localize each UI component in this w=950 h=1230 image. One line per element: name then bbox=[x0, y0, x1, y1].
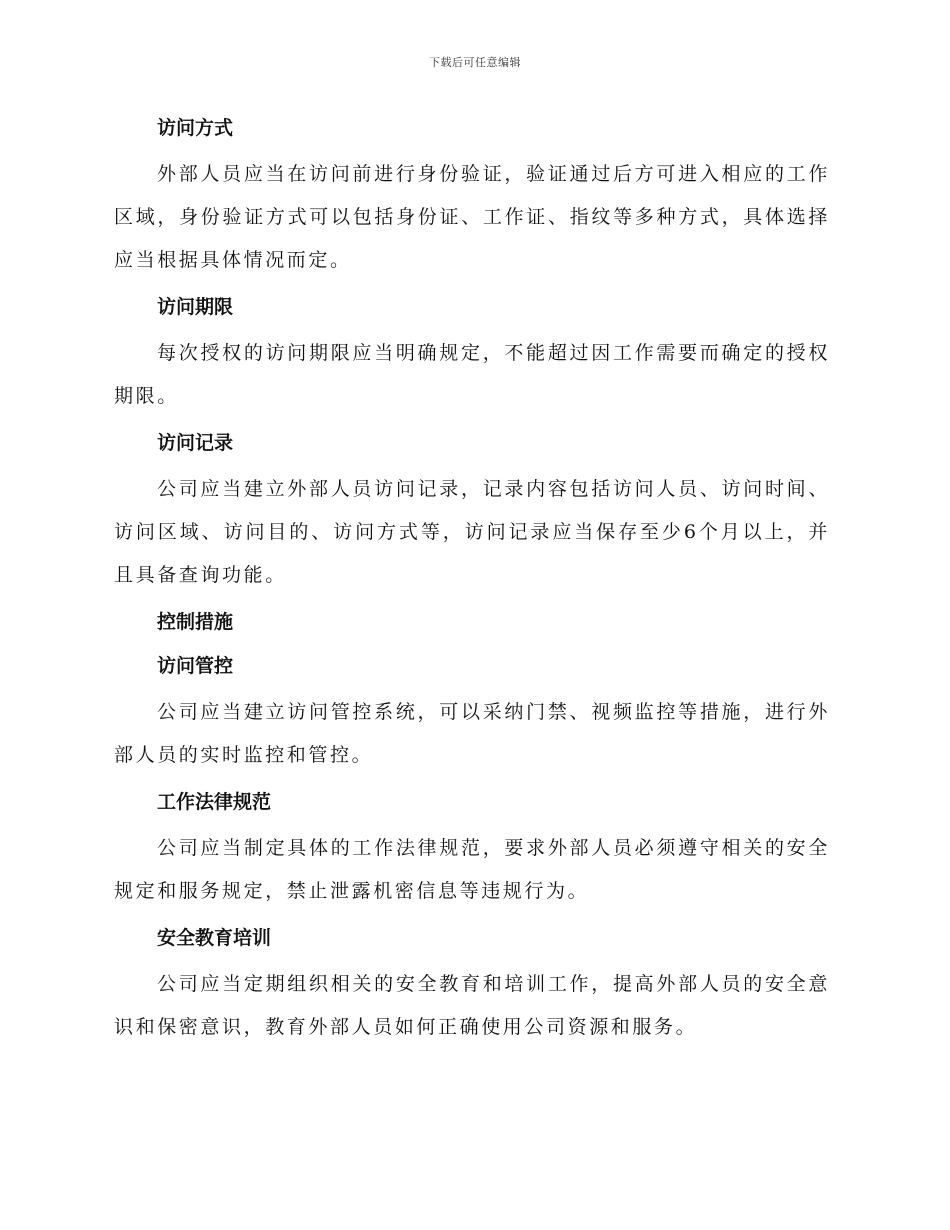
section-body-access-control: 公司应当建立访问管控系统，可以采纳门禁、视频监控等措施，进行外部人员的实时监控和管控。 bbox=[114, 701, 830, 766]
section-heading-control-measures: 控制措施 bbox=[157, 611, 234, 633]
section-heading-access-method: 访问方式 bbox=[157, 117, 234, 139]
section-body-access-record: 公司应当建立外部人员访问记录，记录内容包括访问人员、访问时间、访问区域、访问目的、访问方式等，访问记录应当保存至少6个月以上，并且具备查询功能。 bbox=[114, 478, 830, 586]
section-heading-access-record: 访问记录 bbox=[157, 432, 234, 454]
document-body bbox=[114, 106, 830, 1052]
section-heading-work-regulations: 工作法律规范 bbox=[157, 791, 272, 813]
section-heading-access-period: 访问期限 bbox=[157, 296, 234, 318]
section-heading-access-control: 访问管控 bbox=[157, 655, 234, 677]
section-body-safety-training: 公司应当定期组织相关的安全教育和培训工作，提高外部人员的安全意识和保密意识，教育外部人员如何正确使用公司资源和服务。 bbox=[114, 973, 830, 1038]
section-heading-safety-training: 安全教育培训 bbox=[157, 927, 272, 949]
header-note: 下载后可任意编辑 bbox=[429, 56, 521, 69]
section-body-access-method: 外部人员应当在访问前进行身份验证，验证通过后方可进入相应的工作区域，身份验证方式可以包括身份证、工作证、指纹等多种方式，具体选择应当根据具体情况而定。 bbox=[114, 163, 830, 271]
section-body-work-regulations: 公司应当制定具体的工作法律规范，要求外部人员必须遵守相关的安全规定和服务规定，禁止泄露机密信息等违规行为。 bbox=[114, 837, 830, 902]
section-body-access-period: 每次授权的访问期限应当明确规定，不能超过因工作需要而确定的授权期限。 bbox=[114, 342, 830, 407]
